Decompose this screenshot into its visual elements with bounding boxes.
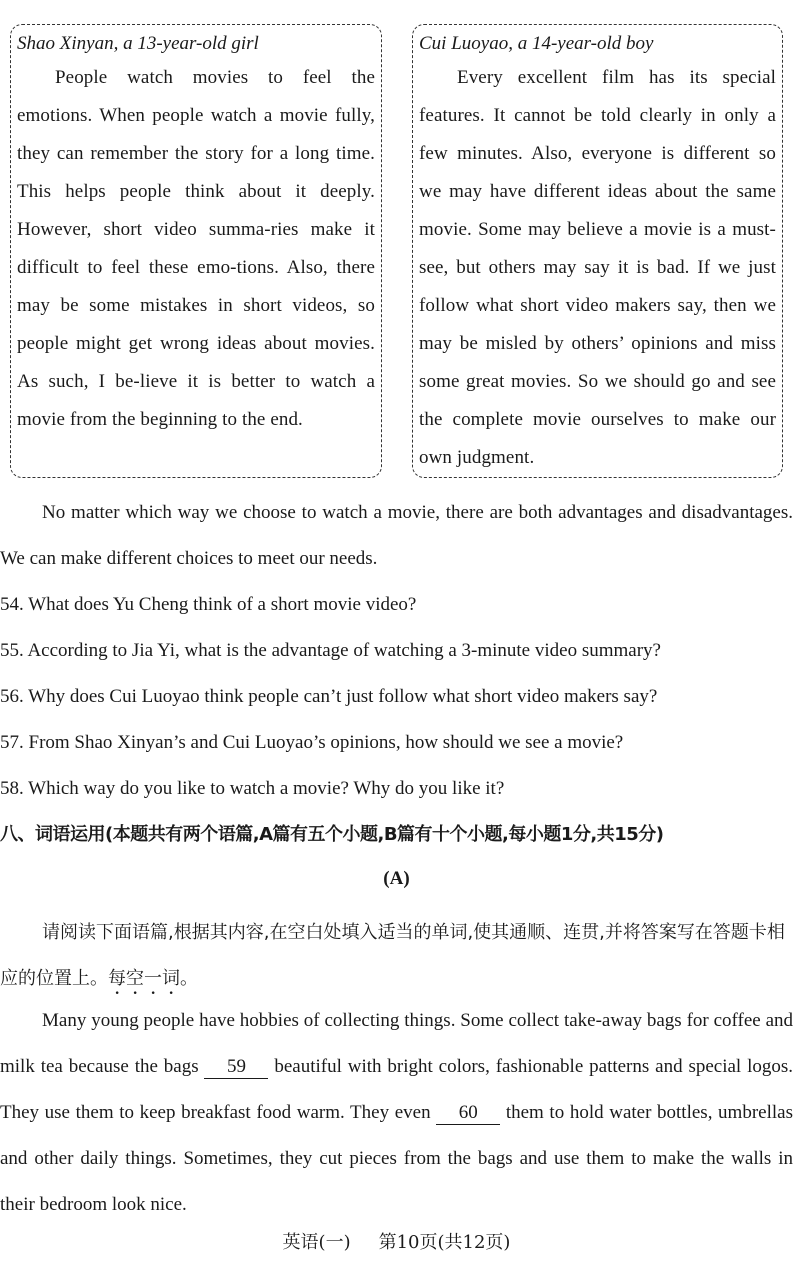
passage-text: them to hold water bottles, umbrellas and other daily things. Sometimes, they cut pieces from the bags and use them to make the walls in their bedroom look nice.	[0, 1102, 793, 1215]
section-heading: 八、词语运用(本题共有两个语篇,A篇有五个小题,B篇有十个小题,每小题1分,共15分)	[0, 824, 664, 845]
blank-59: 59	[204, 1056, 268, 1079]
footer-subject: 英语(一)	[282, 1232, 351, 1253]
footer-page-number: 第10页(共12页)	[378, 1232, 511, 1253]
question-56: 56. Why does Cui Luoyao think people can’t just follow what short video makers say?	[0, 686, 658, 707]
instructions-end: 。	[180, 968, 198, 989]
opinion-text: People watch movies to feel the emotions. When people watch a movie fully, they can remember the story for a long time. This helps people think about it deeply. However, short video summa-ries make it difficult to feel these emo-tions. Also, there may be some mistakes in short videos, so people might get wrong ideas about movies. As such, I be-lieve it is better to watch a movie from the beginning to the end.	[17, 67, 375, 430]
question-58: 58. Which way do you like to watch a movie? Why do you like it?	[0, 778, 505, 799]
instructions-emphasis: 每空一词	[108, 968, 180, 989]
speaker-name: Cui Luoyao, a 14-year-old boy	[419, 33, 654, 54]
conclusion-paragraph: No matter which way we choose to watch a movie, there are both advantages and disadvantages. We can make different choices to meet our needs.	[0, 502, 793, 569]
instructions-main: 请阅读下面语篇,根据其内容,在空白处填入适当的单词,使其通顺、连贯,并将答案写在答题卡相应的位置上。	[0, 922, 785, 989]
cloze-passage	[0, 998, 793, 1228]
blank-60: 60	[436, 1102, 500, 1125]
question-57: 57. From Shao Xinyan’s and Cui Luoyao’s opinions, how should we see a movie?	[0, 732, 624, 753]
question-54: 54. What does Yu Cheng think of a short movie video?	[0, 594, 417, 615]
opinion-text: Every excellent film has its special features. It cannot be told clearly in only a few minutes. Also, everyone is different so we may have different ideas about the same movie. Some may believe a movie is a must-see, but others may say it is bad. If we just follow what short video makers say, then we may be misled by others’ opinions and miss some great movies. So we should go and see the complete movie ourselves to make our own judgment.	[419, 67, 776, 468]
part-label: (A)	[383, 868, 410, 889]
instructions	[0, 910, 793, 1002]
speaker-name: Shao Xinyan, a 13-year-old girl	[17, 33, 259, 54]
passage-text: Many young people have hobbies of collecting things. Some collect take-away bags for coffee and milk tea because the bags	[0, 1010, 793, 1077]
opinion-box-cui-luoyao	[412, 24, 783, 478]
question-55: 55. According to Jia Yi, what is the advantage of watching a 3-minute video summary?	[0, 640, 661, 661]
page-footer	[0, 1228, 793, 1254]
passage-text: beautiful with bright colors, fashionable patterns and special logos. They use them to keep breakfast food warm. They even	[0, 1056, 793, 1123]
opinion-box-shao-xinyan	[10, 24, 382, 478]
